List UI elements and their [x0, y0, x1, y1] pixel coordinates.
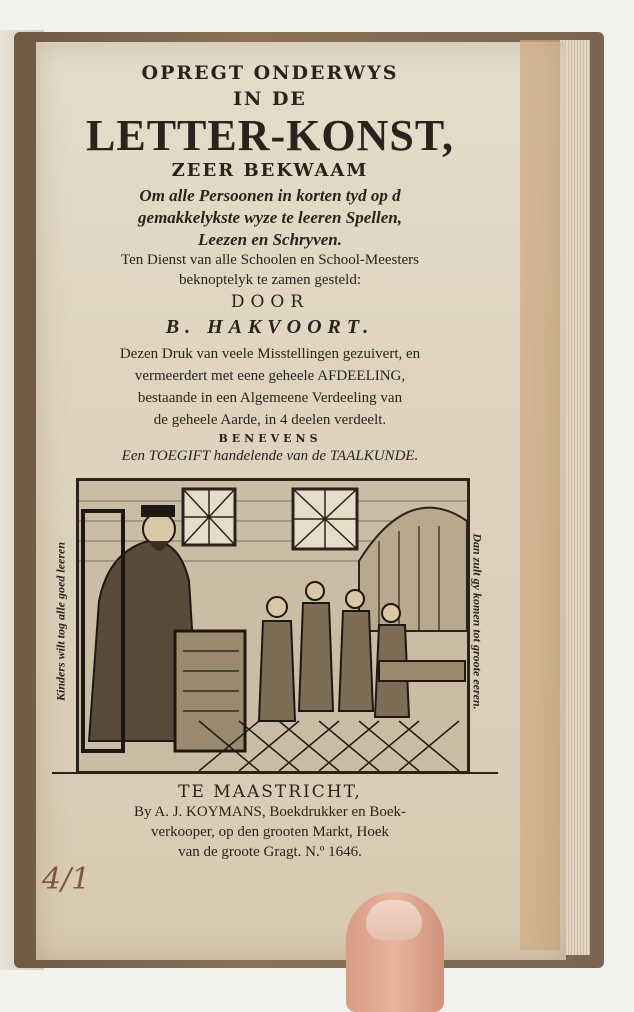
handwritten-note: 4/1: [42, 862, 91, 897]
blackletter-line-3: Leezen en Schryven.: [197, 230, 342, 249]
blackletter-line-2: gemakkelykste wyze te leeren Spellen,: [138, 208, 402, 227]
dedication-line-2: beknoptelyk te zamen gesteld:: [178, 272, 362, 288]
dedication-line-1: Ten Dienst van alle Schoolen en School-Meesters: [120, 252, 420, 268]
woodcut-caption-right: Dan zult gy komen tot groote eeren.: [470, 533, 485, 710]
schoolroom-woodcut: [76, 478, 470, 774]
imprint-line-3: van de groote Gragt. N.º 1646.: [178, 844, 362, 860]
edition-line-4: de geheele Aarde, in 4 deelen verdeelt.: [153, 412, 387, 428]
imprint-line-1: By A. J. KOYMANS, Boekdrukker en Boek-: [133, 804, 407, 820]
woodcut-caption-left: Kinders wilt tog alle goed leeren: [53, 542, 68, 701]
subtitle: ZEER BEKWAAM: [171, 160, 369, 181]
edition-line-2: vermeerdert met eene geheele AFDEELING,: [134, 368, 406, 384]
by-label: DOOR: [230, 292, 310, 312]
main-title: LETTER-KONST,: [86, 111, 454, 160]
window-right: [293, 489, 357, 549]
edition-line-1: Dezen Druk van veele Misstellingen gezuivert, en: [119, 346, 421, 362]
fingernail: [366, 900, 422, 940]
blackletter-line-1: Om alle Persoonen in korten tyd op d: [139, 186, 401, 205]
window-left: [183, 489, 235, 545]
title-line-1: OPREGT ONDERWYS: [141, 62, 399, 84]
supplement-line: Een TOEGIFT handelende van de TAALKUNDE.: [121, 448, 419, 464]
woodcut-illustration: [79, 481, 467, 771]
title-line-2: IN DE: [233, 88, 307, 110]
edition-line-3: bestaande in een Algemeene Verdeeling van: [137, 390, 403, 406]
imprint-line-2: verkooper, op den grooten Markt, Hoek: [150, 824, 390, 840]
divider-rule: [52, 772, 498, 774]
benevens-label: BENEVENS: [218, 432, 322, 445]
imprint-city: TE MAASTRICHT,: [178, 782, 362, 802]
repair-tape: [520, 40, 560, 950]
author-name: B. HAKVOORT.: [165, 316, 375, 338]
